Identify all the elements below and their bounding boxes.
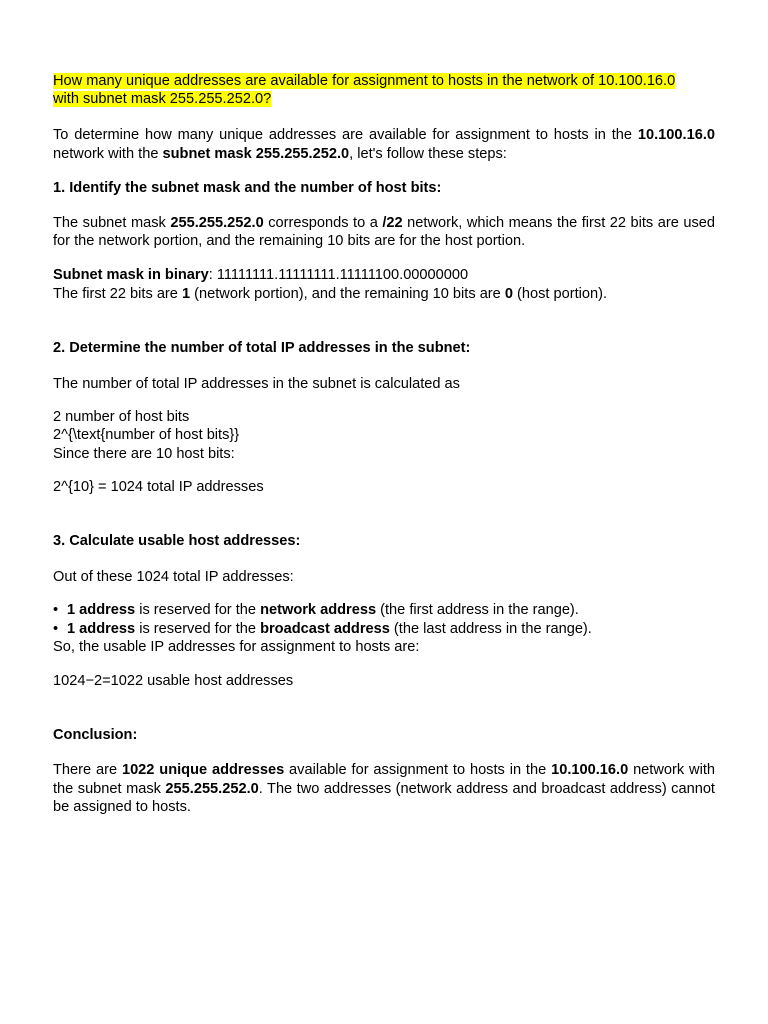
intro-subnet-mask: subnet mask 255.255.252.0 [162,145,350,162]
step1-text-3: network, which means the first 22 bits are used for the network portion, and the remaining 10 bits are for the host portion. [53,215,715,250]
question-line-2: with subnet mask 255.255.252.0? [53,91,272,108]
bits-text-1: The first 22 bits are [53,285,182,302]
intro-text-1: To determine how many unique addresses are available for assignment to hosts in the [53,127,638,144]
conclusion-text-4: . The two addresses (network address and broadcast address) cannot be assigned to hosts. [53,780,715,815]
usable-calc: 1024−2=1022 usable host addresses [53,673,294,690]
bullet-text-1: is reserved for the [135,602,261,619]
step1-text-2: corresponds to a [263,215,383,232]
bits-zero: 0 [504,285,513,302]
formula-latex: 2^{\text{number of host bits}} [53,427,240,444]
step3-paragraph: Out of these 1024 total IP addresses: [53,569,294,586]
intro-text-2: network with the [53,145,163,162]
step1-subnet-mask: 255.255.252.0 [170,215,264,232]
bullet-bold-count: 1 address [67,602,136,619]
bits-text-3: (host portion). [512,285,608,302]
conclusion-paragraph [53,761,715,816]
binary-label: Subnet mask in binary [53,267,209,284]
formula-block [53,408,715,463]
conclusion-network: 10.100.16.0 [551,762,629,779]
binary-value: : 11111111.11111111.11111100.00000000 [208,267,469,284]
bullet-bold-type: broadcast address [260,620,390,637]
question [53,72,715,108]
usable-intro: So, the usable IP addresses for assignment to hosts are: [53,638,420,655]
bits-text-2: (network portion), and the remaining 10 bits are [190,285,505,302]
step1-prefix: /22 [382,215,403,232]
conclusion-text-1: There are [53,762,122,779]
intro-text-3: , let's follow these steps: [349,145,507,162]
list-item [53,601,715,619]
step1-paragraph [53,214,715,250]
bullet-text-2: (the last address in the range). [389,620,592,637]
bits-line [53,285,715,303]
conclusion-count: 1022 unique addresses [121,762,285,779]
bullet-dot: • [53,602,59,619]
intro-paragraph [53,126,715,162]
step1-heading: 1. Identify the subnet mask and the number of host bits: [53,179,442,196]
bullet-bold-type: network address [260,602,377,619]
intro-network-address: 10.100.16.0 [637,127,715,144]
bits-one: 1 [181,285,191,302]
total-addresses-result: 2^{10} = 1024 total IP addresses [53,478,264,495]
conclusion-text-3: network with the subnet mask [53,762,715,797]
document-body [53,72,715,816]
step3-heading: 3. Calculate usable host addresses: [53,533,301,550]
bullet-dot: • [53,620,59,637]
conclusion-mask: 255.255.252.0 [165,780,259,797]
bullet-bold-count: 1 address [67,620,136,637]
binary-line [53,266,715,284]
conclusion-heading: Conclusion: [53,727,138,744]
question-line-1: How many unique addresses are available for assignment to hosts in the network of 10.100.16.0 [53,73,676,89]
formula-plain: 2 number of host bits [53,409,190,426]
reserved-list [53,601,715,656]
binary-block [53,266,715,302]
conclusion-text-2: available for assignment to hosts in the [284,762,552,779]
step2-heading: 2. Determine the number of total IP addresses in the subnet: [53,339,471,356]
bullet-text-1: is reserved for the [135,620,261,637]
step2-paragraph: The number of total IP addresses in the subnet is calculated as [53,376,460,393]
step1-text-1: The subnet mask [53,215,171,232]
bullet-text-2: (the first address in the range). [376,602,579,619]
list-item [53,620,715,638]
since-line: Since there are 10 host bits: [53,445,235,462]
